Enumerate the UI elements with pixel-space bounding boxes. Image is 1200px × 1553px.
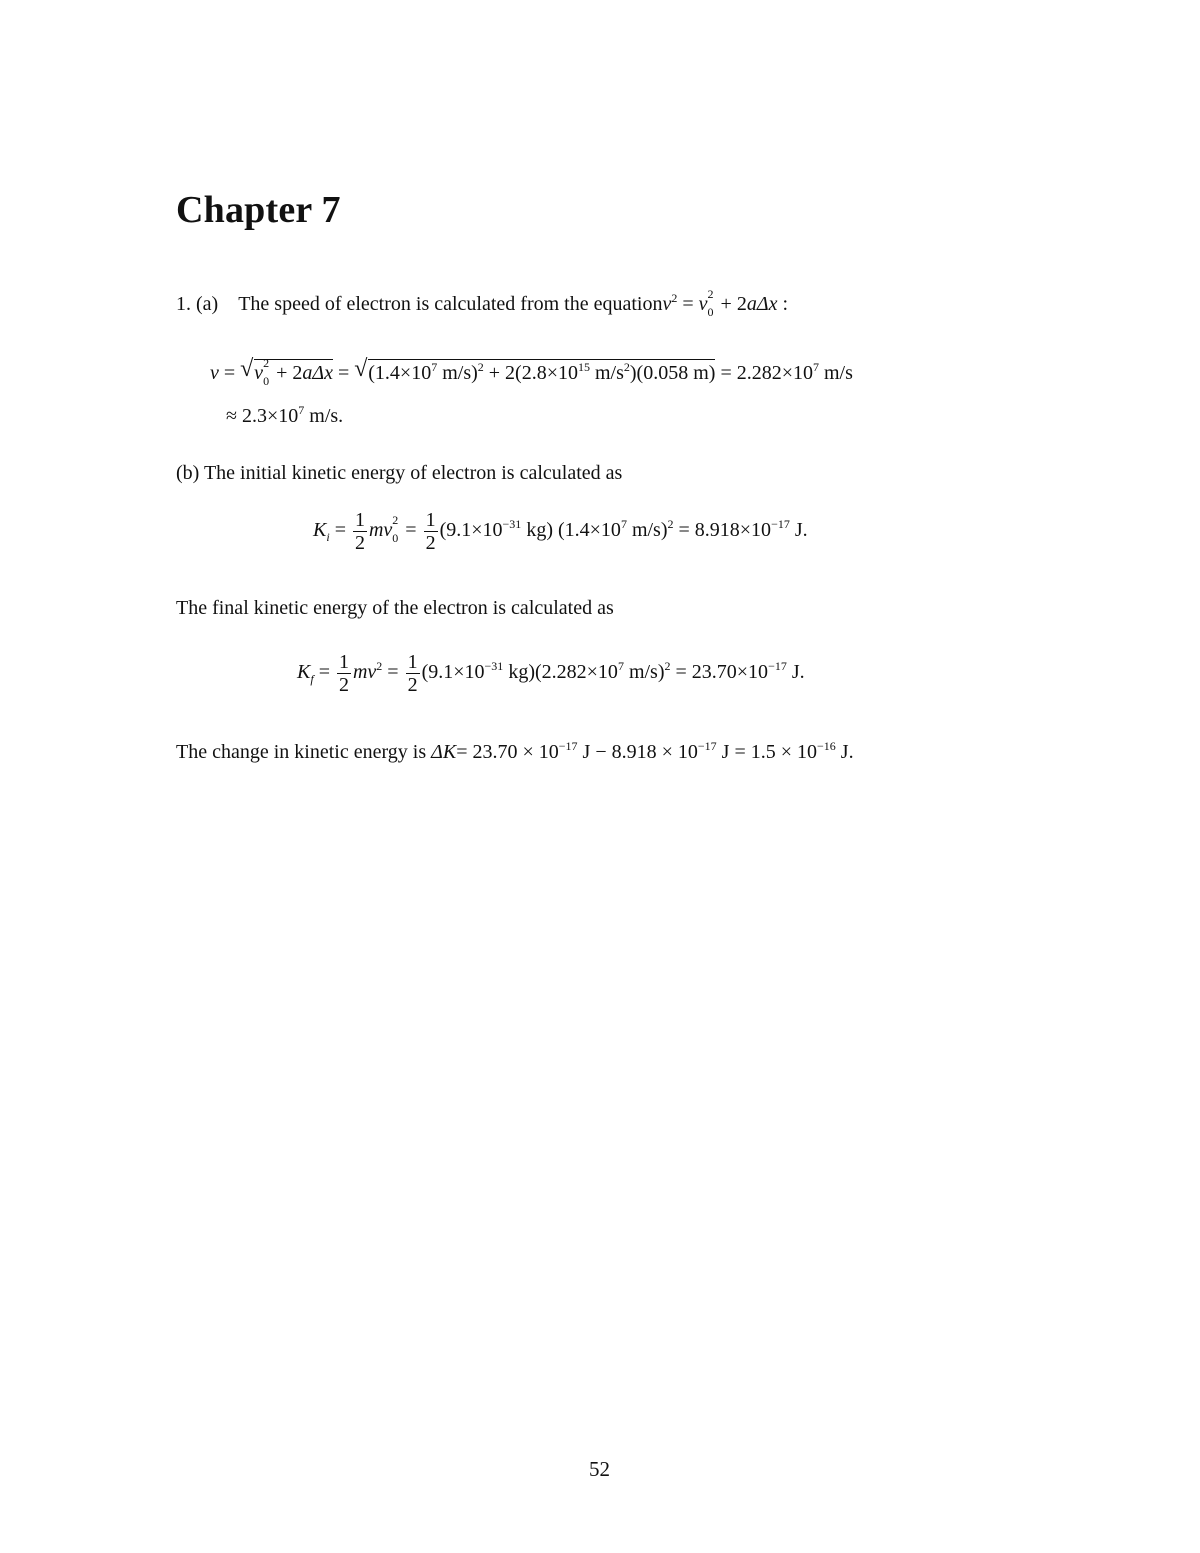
- final-ke-intro: The final kinetic energy of the electron is calculated as: [176, 597, 614, 619]
- eq1-result: = 2.282×10: [720, 362, 813, 384]
- eq-v0: v: [698, 293, 708, 315]
- delta-k: ΔK: [431, 741, 457, 763]
- eq-colon: :: [782, 293, 789, 315]
- ki-equation: $K_i$ = $\frac{1}{2}$ mv 2 0 = $\frac{1}{2}$ ($9.1\times 10^{-31}$ kg) ($1.4\times 10^7$ $m/s)^2 = 8.918\times 10^{-17}$ J.: [313, 509, 808, 554]
- part-a-equation-line-1: v = √ v 2 0 + 2aΔx = √ ($1.4\times 10^7$ $m/s)^2 + 2(2.8\times 10^{15}$ $m/s^2)(0.058$ $m) = 2.282\times 10^7$ m/s: [210, 356, 853, 388]
- ki-fraction-2: $\frac{1}{2}$: [425, 509, 436, 554]
- sqrt-numeric: √ ($1.4\times 10^7$ $m/s)^2 + 2(2.8\times 10^{15}$ $m/s^2)(0.058$ m): [354, 356, 716, 384]
- eq-v-lhs: v: [662, 293, 672, 315]
- part-a-label: 1. (a): [176, 293, 219, 315]
- kf-fraction-1: $\frac{1}{2}$: [338, 651, 349, 696]
- eq-a: a: [746, 293, 757, 315]
- eq1-equals: =: [223, 362, 236, 384]
- change-ke-line: The change in kinetic energy is $\Delta K= 23.70 \times 10^{-17}$ $J - 8.918 \times 10^{-17}$ $J = 1.5 \times 10^{-16}$ J.: [176, 739, 854, 763]
- eq-plus: + 2: [720, 293, 747, 315]
- part-b-intro: (b) The initial kinetic energy of electron is calculated as: [176, 462, 623, 484]
- page-number: 52: [589, 1457, 610, 1481]
- part-a-intro-line: 1. (a) The speed of electron is calculated from the equationv$^2$ = v 2 0 + 2aΔx :: [176, 287, 789, 319]
- eq-dx: Δx: [756, 293, 778, 315]
- part-a-equation-line-2: ≈ $2.3\times 10^7$ m/s.: [226, 403, 344, 427]
- sqrt-symbolic: √ v 2 0 + 2aΔx: [240, 356, 333, 388]
- chapter-title: Chapter 7: [176, 189, 341, 231]
- kf-fraction-2: $\frac{1}{2}$: [407, 651, 418, 696]
- ki-fraction-1: $\frac{1}{2}$: [354, 509, 365, 554]
- part-a-intro-text: The speed of electron is calculated from the equation: [238, 293, 663, 315]
- eq2-approx: ≈ 2.3×10: [226, 405, 299, 427]
- kf-equation: $K_f$ = $\frac{1}{2}$ $mv^2$ = $\frac{1}{2}$ ($9.1\times 10^{-31}$ $kg)(2.282\times 10^7$ $m/s)^2 = 23.70\times 10^{-17}$ J.: [297, 651, 805, 696]
- eq1-v: v: [210, 362, 219, 384]
